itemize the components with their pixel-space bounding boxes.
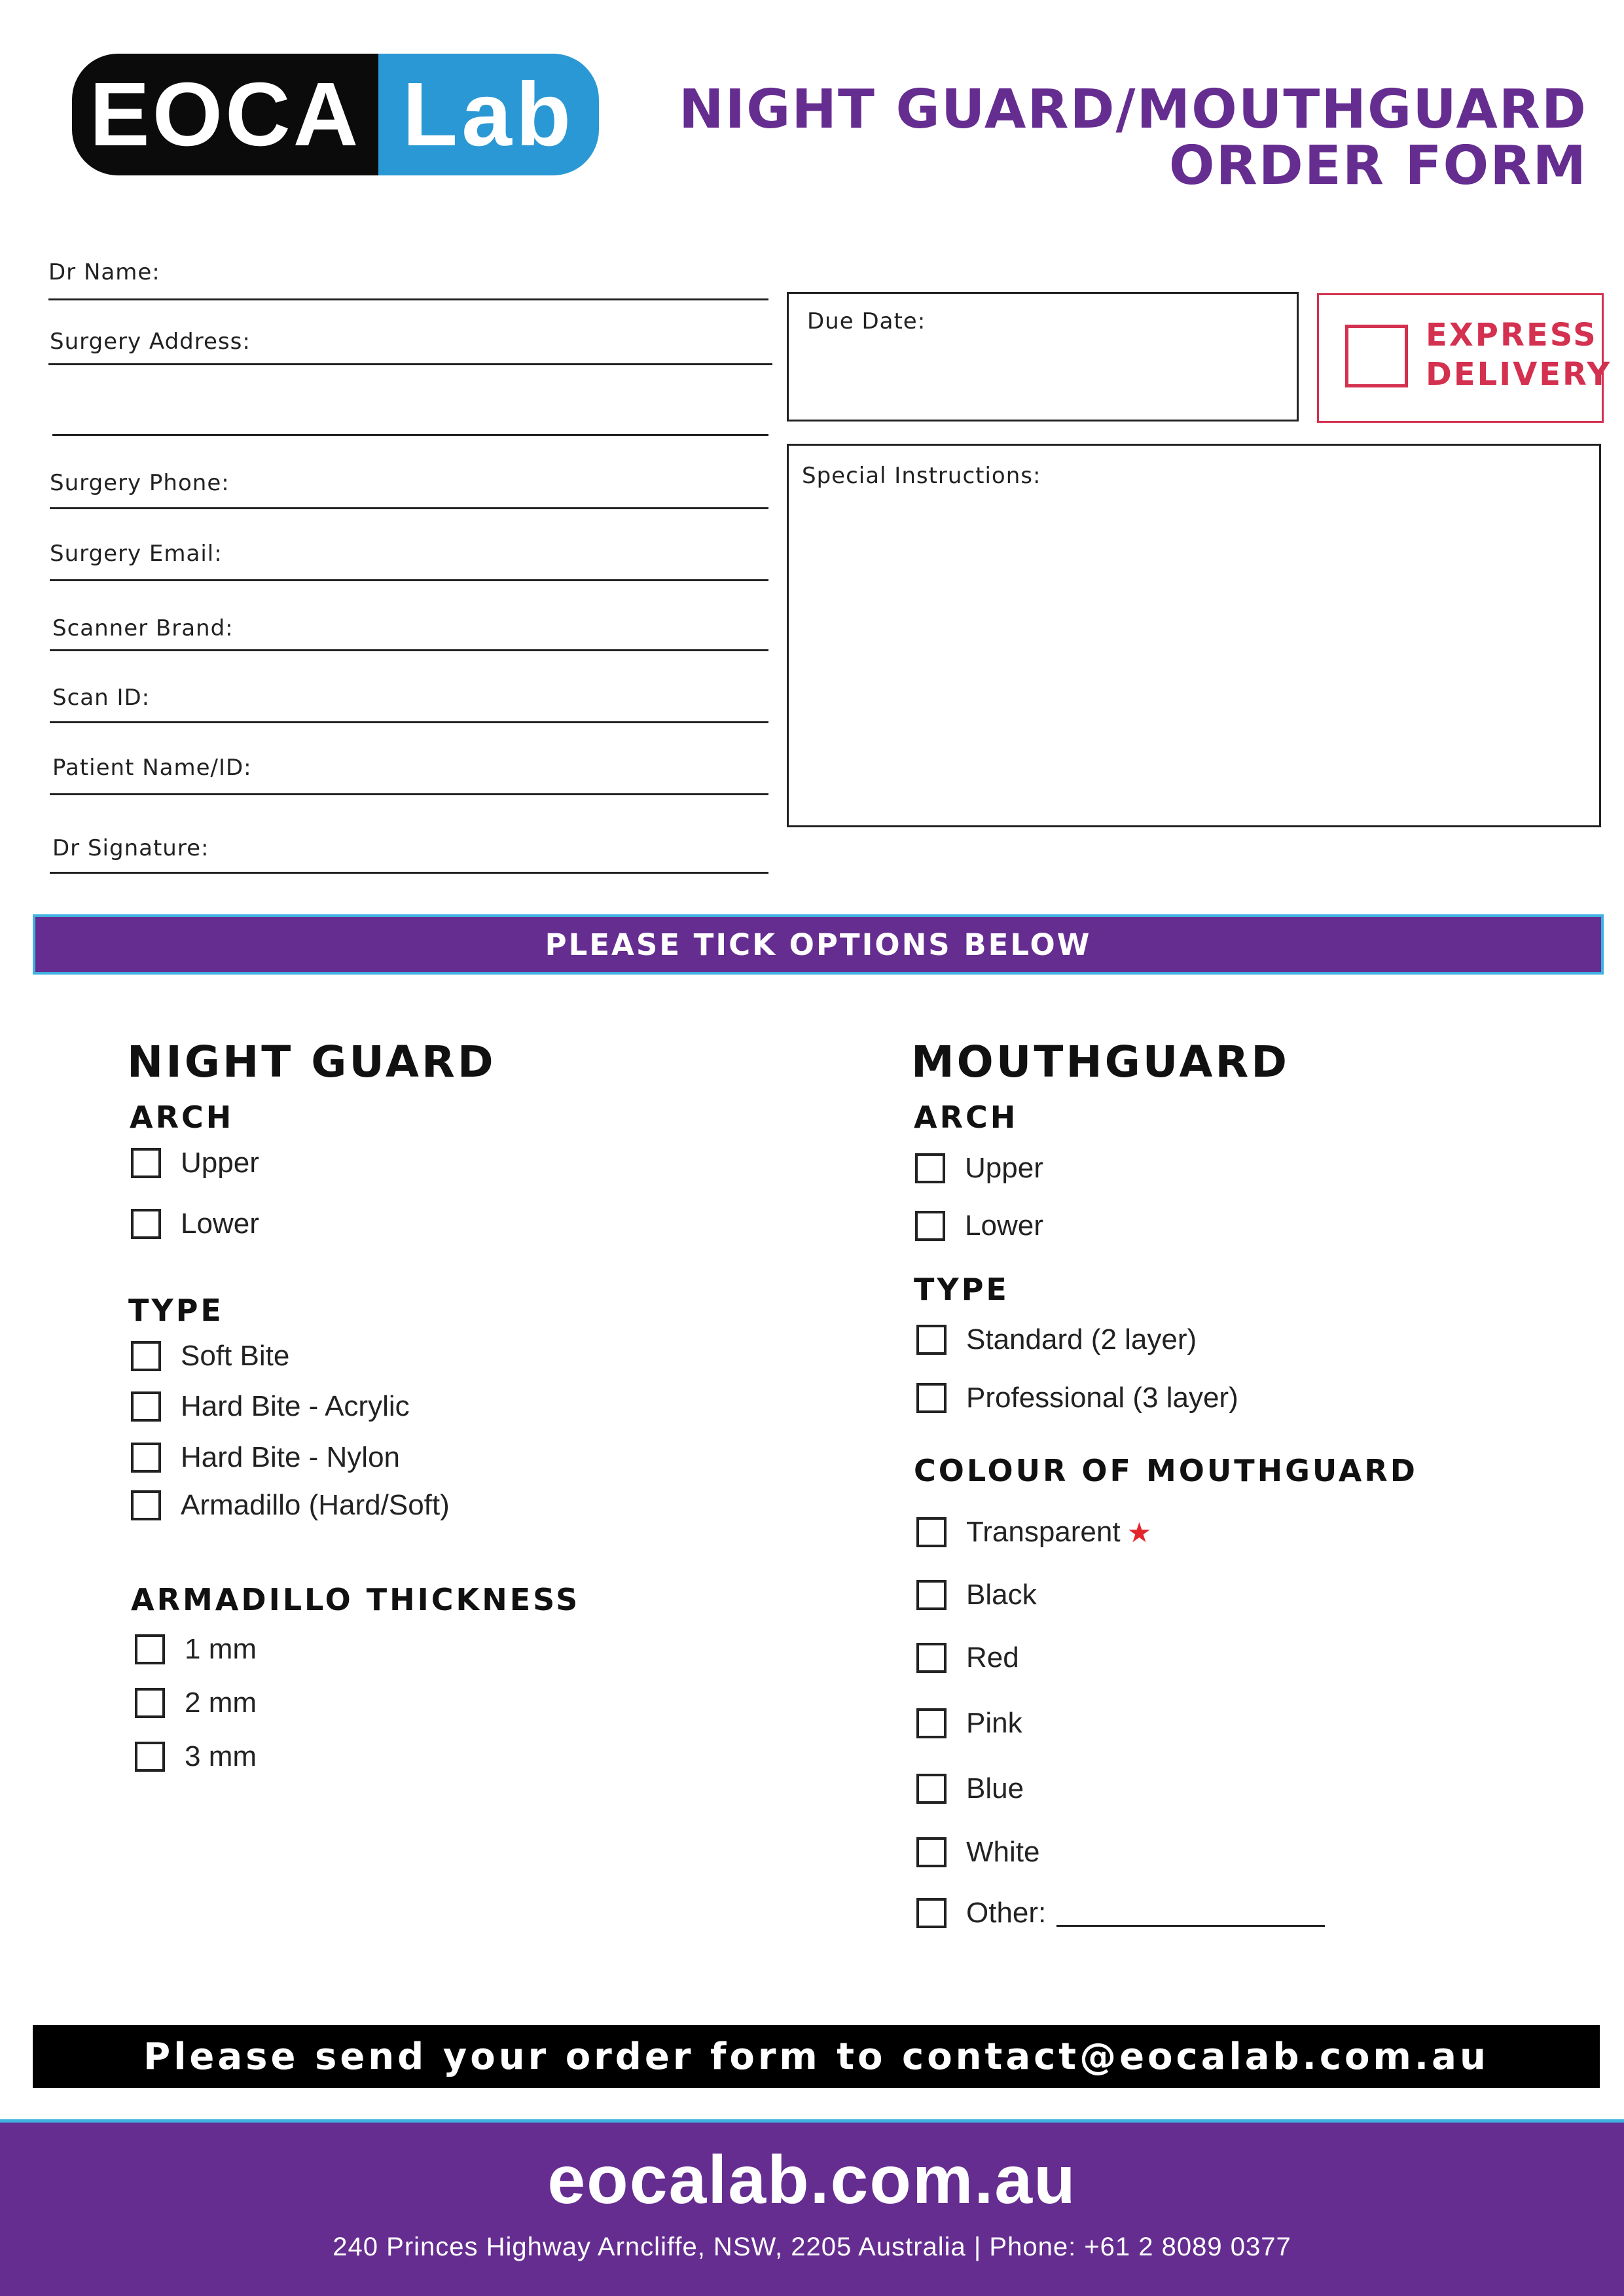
checkbox[interactable] <box>135 1634 165 1664</box>
colour-other-option[interactable] <box>916 1897 1325 1929</box>
patient-name-label: Patient Name/ID: <box>52 755 252 781</box>
scanner-brand-field[interactable] <box>50 649 768 651</box>
due-date-box[interactable] <box>787 292 1299 422</box>
option-label: Professional (3 layer) <box>966 1382 1238 1414</box>
checkbox[interactable] <box>131 1490 161 1520</box>
checkbox[interactable] <box>916 1383 947 1413</box>
page-title-line1: NIGHT GUARD/MOUTHGUARD <box>678 79 1587 141</box>
special-instructions-label: Special Instructions: <box>802 463 1041 489</box>
star-icon: ★ <box>1127 1516 1152 1549</box>
tick-options-banner: PLEASE TICK OPTIONS BELOW <box>33 914 1604 975</box>
mouthguard-heading: MOUTHGUARD <box>911 1037 1290 1087</box>
express-delivery-label <box>1426 315 1612 394</box>
surgery-email-field[interactable] <box>50 579 768 581</box>
option-label: 2 mm <box>185 1687 257 1719</box>
colour-transparent-option[interactable] <box>916 1516 1151 1549</box>
night-guard-arch-heading: ARCH <box>130 1100 234 1135</box>
express-delivery-line1: EXPRESS <box>1426 317 1598 353</box>
checkbox[interactable] <box>916 1837 947 1867</box>
mouthguard-type-standard-option[interactable] <box>916 1323 1197 1356</box>
option-label: Standard (2 layer) <box>966 1323 1197 1355</box>
colour-red-option[interactable] <box>916 1641 1019 1674</box>
checkbox[interactable] <box>131 1341 161 1371</box>
colour-black-option[interactable] <box>916 1579 1037 1611</box>
dr-signature-label: Dr Signature: <box>52 835 209 861</box>
express-delivery-line2: DELIVERY <box>1426 356 1612 393</box>
surgery-address-label: Surgery Address: <box>50 329 251 355</box>
option-label: Armadillo (Hard/Soft) <box>181 1489 450 1521</box>
option-label: Lower <box>965 1210 1043 1242</box>
checkbox[interactable] <box>916 1774 947 1804</box>
night-guard-type-soft-bite-option[interactable] <box>131 1340 289 1372</box>
page-title <box>678 79 1587 197</box>
option-label: Red <box>966 1641 1019 1674</box>
checkbox[interactable] <box>916 1898 947 1928</box>
due-date-label: Due Date: <box>807 308 926 334</box>
logo-lab-text: Lab <box>378 54 599 175</box>
checkbox[interactable] <box>916 1708 947 1738</box>
surgery-phone-label: Surgery Phone: <box>50 470 230 496</box>
page-title-line2: ORDER FORM <box>1168 135 1587 197</box>
footer <box>0 2119 1624 2296</box>
checkbox[interactable] <box>131 1148 161 1178</box>
armadillo-thickness-1mm-option[interactable] <box>135 1633 257 1666</box>
option-label: Hard Bite - Nylon <box>181 1441 401 1473</box>
checkbox[interactable] <box>131 1391 161 1422</box>
option-label: Upper <box>181 1147 259 1179</box>
checkbox[interactable] <box>135 1742 165 1772</box>
logo-eoca-text: EOCA <box>72 54 378 175</box>
patient-name-field[interactable] <box>50 793 768 795</box>
eoca-lab-logo <box>72 54 599 175</box>
option-label: 3 mm <box>185 1740 257 1772</box>
mouthguard-colour-heading: COLOUR OF MOUTHGUARD <box>914 1453 1418 1488</box>
option-label: Other: <box>966 1897 1047 1929</box>
checkbox[interactable] <box>916 1643 947 1673</box>
mouthguard-type-professional-option[interactable] <box>916 1382 1238 1414</box>
night-guard-arch-lower-option[interactable] <box>131 1208 259 1240</box>
option-label: Hard Bite - Acrylic <box>181 1390 410 1422</box>
colour-white-option[interactable] <box>916 1836 1039 1869</box>
colour-blue-option[interactable] <box>916 1772 1024 1805</box>
checkbox[interactable] <box>916 1325 947 1355</box>
option-label: Black <box>966 1579 1037 1611</box>
night-guard-type-hard-acrylic-option[interactable] <box>131 1390 410 1423</box>
option-label: Transparent <box>966 1516 1121 1548</box>
dr-name-label: Dr Name: <box>48 259 160 285</box>
night-guard-arch-upper-option[interactable] <box>131 1147 259 1179</box>
surgery-address-field-line2[interactable] <box>52 434 768 436</box>
surgery-email-label: Surgery Email: <box>50 541 223 567</box>
checkbox[interactable] <box>131 1209 161 1239</box>
scanner-brand-label: Scanner Brand: <box>52 615 234 641</box>
colour-pink-option[interactable] <box>916 1707 1022 1740</box>
armadillo-thickness-2mm-option[interactable] <box>135 1687 257 1719</box>
option-label: Soft Bite <box>181 1340 290 1372</box>
night-guard-type-heading: TYPE <box>128 1293 224 1328</box>
checkbox[interactable] <box>916 1580 947 1610</box>
checkbox[interactable] <box>916 1517 947 1547</box>
armadillo-thickness-3mm-option[interactable] <box>135 1740 257 1773</box>
night-guard-heading: NIGHT GUARD <box>127 1037 496 1087</box>
checkbox[interactable] <box>915 1211 945 1241</box>
footer-address: 240 Princes Highway Arncliffe, NSW, 2205 Australia | Phone: +61 2 8089 0377 <box>333 2233 1291 2261</box>
option-label: White <box>966 1836 1040 1868</box>
send-order-note: Please send your order form to contact@eocalab.com.au <box>33 2025 1600 2088</box>
special-instructions-box[interactable] <box>787 444 1601 827</box>
checkbox[interactable] <box>135 1688 165 1718</box>
option-label: Blue <box>966 1772 1024 1804</box>
option-label: Upper <box>965 1152 1043 1184</box>
dr-name-field[interactable] <box>48 298 768 300</box>
checkbox[interactable] <box>915 1153 945 1183</box>
express-delivery-checkbox[interactable] <box>1345 325 1408 387</box>
checkbox[interactable] <box>131 1443 161 1473</box>
mouthguard-arch-lower-option[interactable] <box>915 1210 1043 1242</box>
armadillo-thickness-heading: ARMADILLO THICKNESS <box>131 1582 581 1617</box>
footer-website-link[interactable]: eocalab.com.au <box>547 2142 1077 2218</box>
mouthguard-type-heading: TYPE <box>914 1272 1009 1307</box>
scan-id-field[interactable] <box>50 721 768 723</box>
option-label: Lower <box>181 1208 259 1240</box>
mouthguard-arch-heading: ARCH <box>914 1100 1019 1135</box>
option-label: Pink <box>966 1707 1022 1739</box>
scan-id-label: Scan ID: <box>52 685 151 711</box>
option-label: 1 mm <box>185 1633 257 1665</box>
surgery-address-field[interactable] <box>48 363 772 365</box>
dr-signature-field[interactable] <box>50 872 768 874</box>
other-colour-field[interactable] <box>1056 1925 1325 1927</box>
night-guard-type-armadillo-option[interactable] <box>131 1489 450 1522</box>
mouthguard-arch-upper-option[interactable] <box>915 1152 1043 1185</box>
night-guard-type-hard-nylon-option[interactable] <box>131 1441 400 1474</box>
surgery-phone-field[interactable] <box>50 507 768 509</box>
